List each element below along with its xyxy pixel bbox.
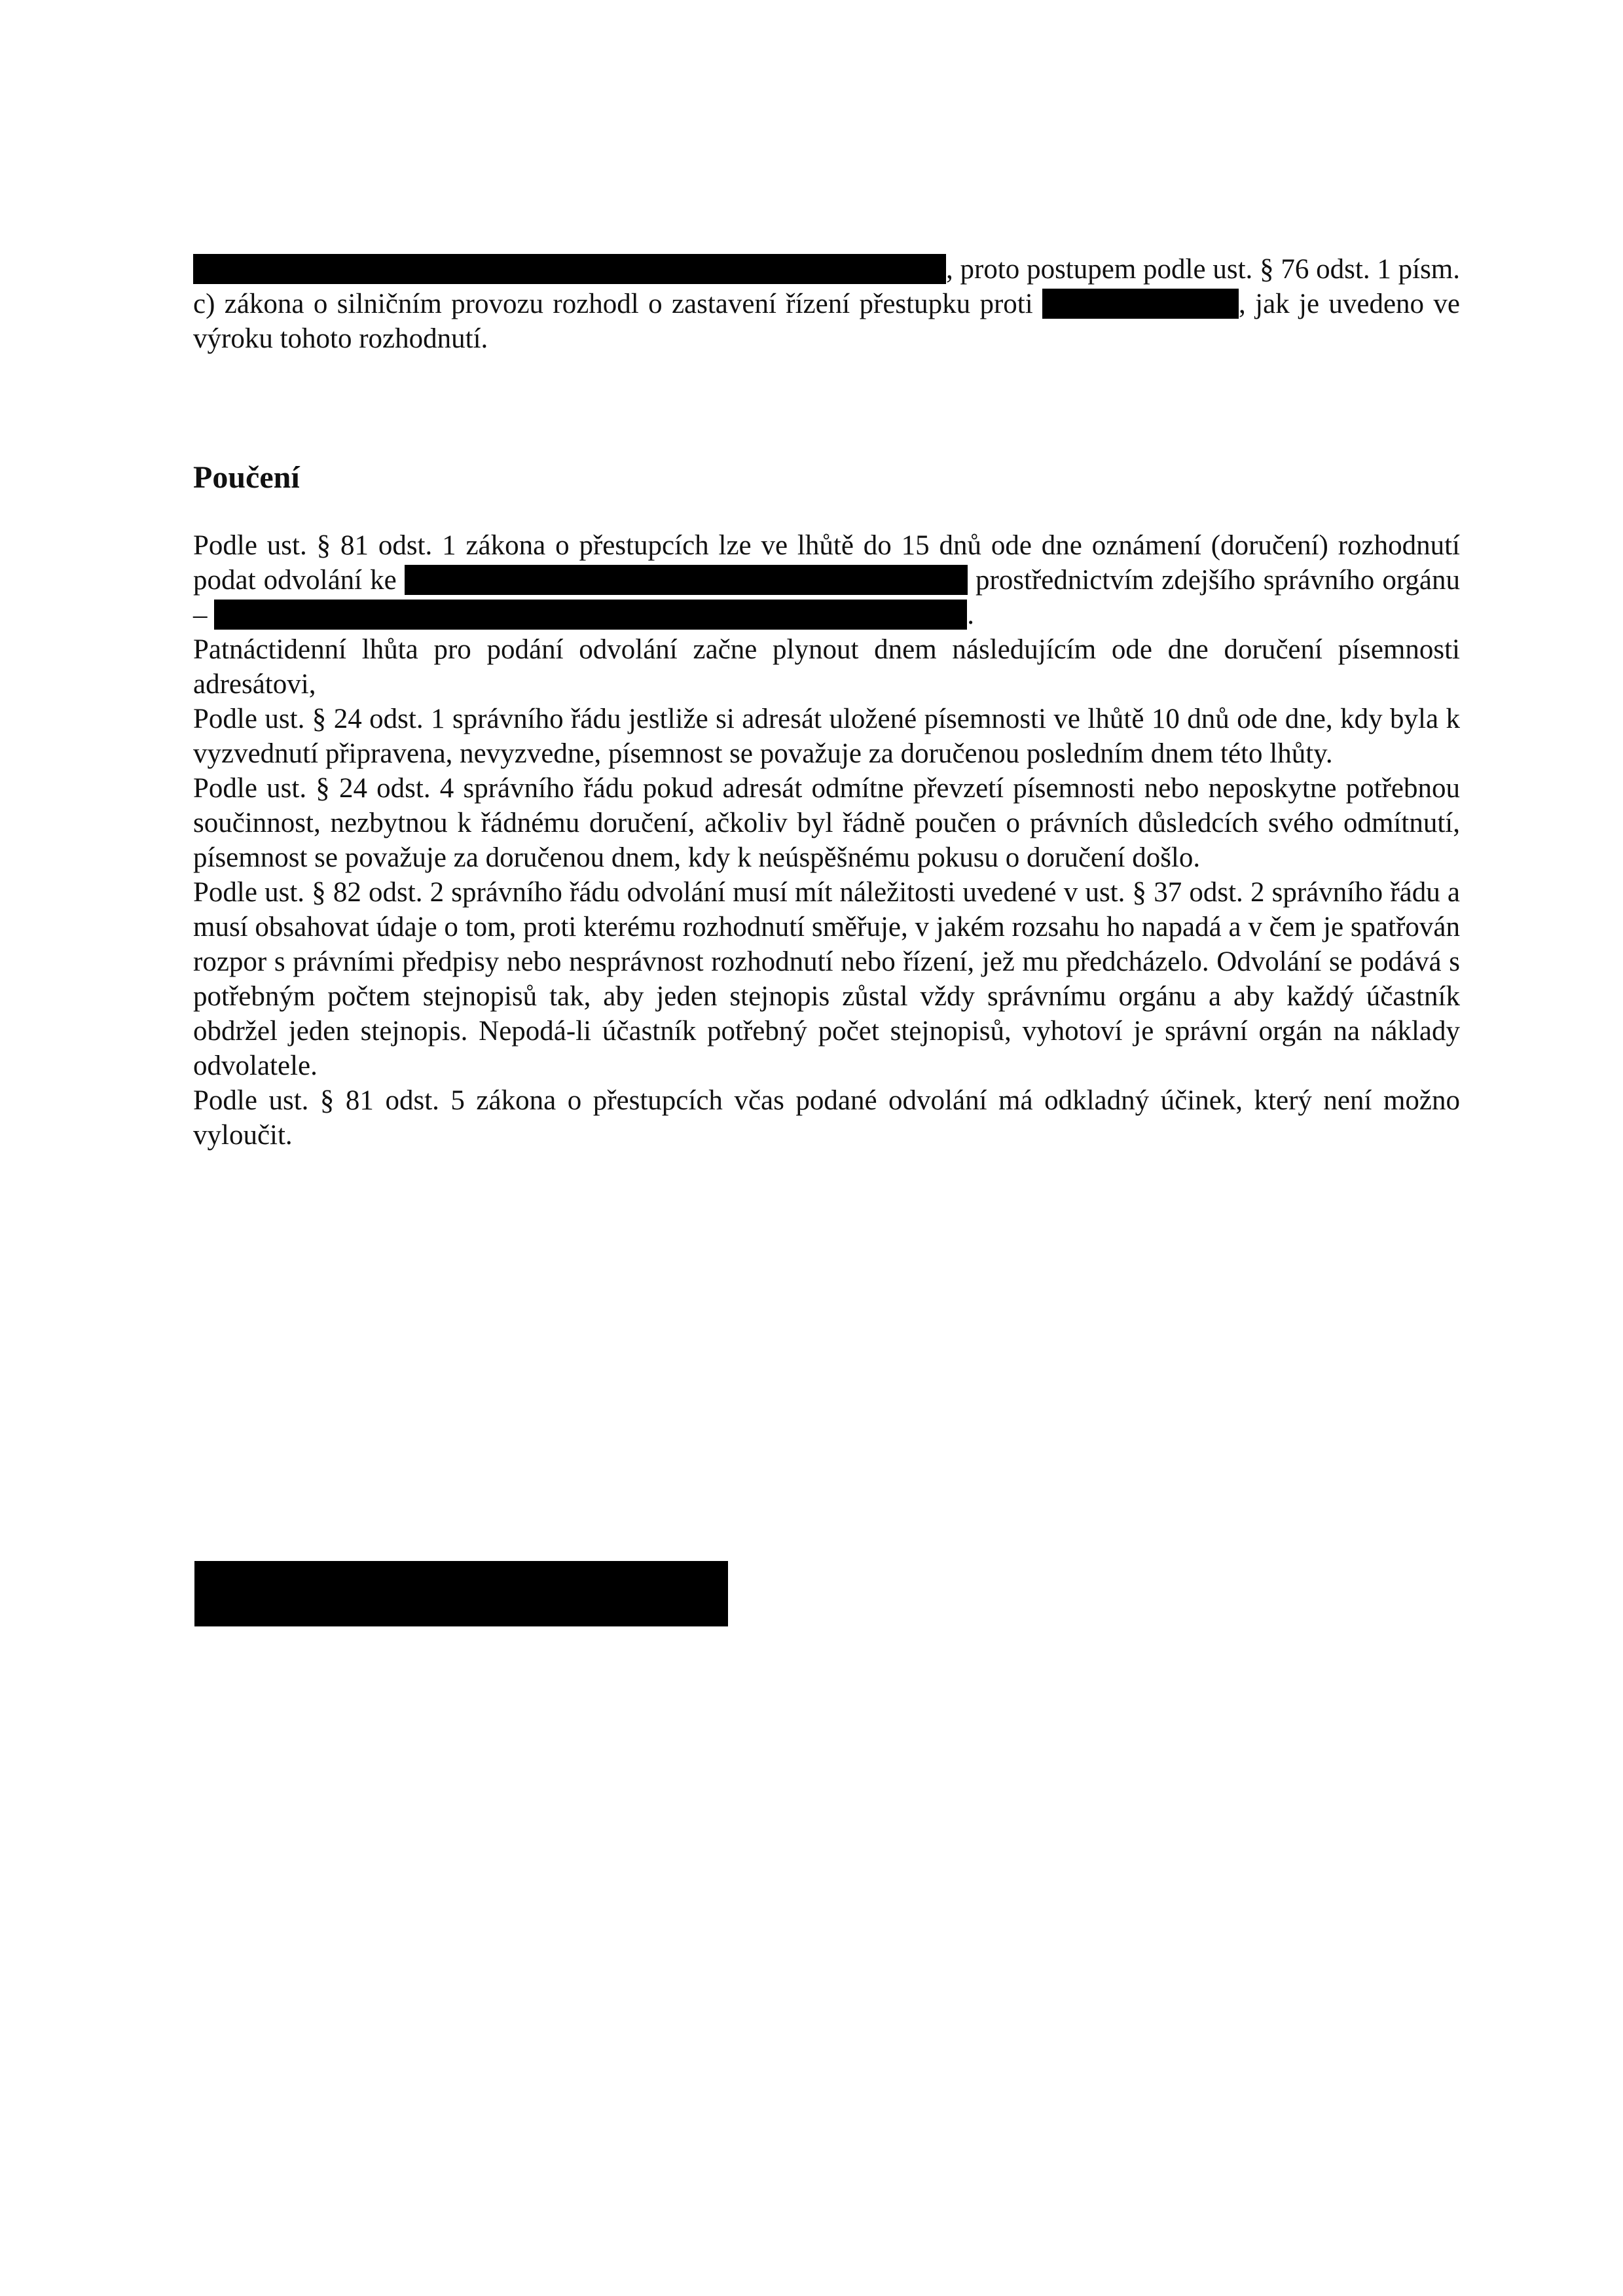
- paragraph-text: Podle ust. § 81 odst. 1 zákona o přestupcích lze ve lhůtě do 15 dnů ode dne oznámení (doručení) rozhodnutí podat odvolání ke: [193, 530, 1460, 596]
- intro-paragraph: [193, 252, 1460, 356]
- paragraph-text: prostřednictvím zdejšího správního orgánu –: [193, 565, 1460, 630]
- intro-text: , proto postupem podle ust. § 76 odst. 1 písm. c) zákona o silničním provozu rozhodl o zastavení řízení přestupku proti: [193, 254, 1460, 319]
- paragraph-appeal-requirements: Podle ust. § 82 odst. 2 správního řádu odvolání musí mít náležitosti uvedené v ust. § 37 odst. 2 správního řádu a musí obsahovat údaje o tom, proti kterému rozhodnutí směřuje, v jakém rozsahu ho napadá a v čem je spatřován rozpor s právními předpisy nebo nesprávnost rozhodnutí nebo řízení, jež mu předcházelo. Odvolání se podává s potřebným počtem stejnopisů tak, aby jeden stejnopis zůstal vždy správnímu orgánu a aby každý účastník obdržel jeden stejnopis. Nepodá-li účastník potřebný počet stejnopisů, vyhotoví je správní orgán na náklady odvolatele.: [193, 877, 1460, 1081]
- redacted-signature-block: [194, 1561, 728, 1626]
- paragraph-delivery-uncollected: Podle ust. § 24 odst. 1 správního řádu jestliže si adresát uložené písemnosti ve lhůtě 10 dnů ode dne, kdy byla k vyzvednutí připravena, nevyzvedne, písemnost se považuje za doručenou posledním dnem této lhůty.: [193, 704, 1460, 769]
- paragraph-suspensive-effect: Podle ust. § 81 odst. 5 zákona o přestupcích včas podané odvolání má odkladný účinek, který není možno vyloučit.: [193, 1085, 1460, 1151]
- paragraph-deadline-start: Patnáctidenní lhůta pro podání odvolání začne plynout dnem následujícím ode dne doručení písemnosti adresátovi,: [193, 634, 1460, 700]
- redacted-block: [214, 600, 967, 630]
- redacted-block: [1042, 289, 1239, 319]
- redacted-block: [193, 254, 946, 284]
- paragraph-appeal-deadline: [193, 528, 1460, 632]
- instructions-section: [193, 528, 1460, 1153]
- paragraph-text: .: [967, 600, 974, 630]
- intro-end-text: , jak je uvedeno ve výroku tohoto rozhodnutí.: [193, 289, 1460, 354]
- redacted-block: [405, 565, 968, 595]
- section-heading: Poučení: [193, 460, 300, 495]
- paragraph-delivery-refused: Podle ust. § 24 odst. 4 správního řádu pokud adresát odmítne převzetí písemnosti nebo neposkytne potřebnou součinnost, nezbytnou k řádnému doručení, ačkoliv byl řádně poučen o právních důsledcích svého odmítnutí, písemnost se považuje za doručenou dnem, kdy k neúspěšnému pokusu o doručení došlo.: [193, 773, 1460, 873]
